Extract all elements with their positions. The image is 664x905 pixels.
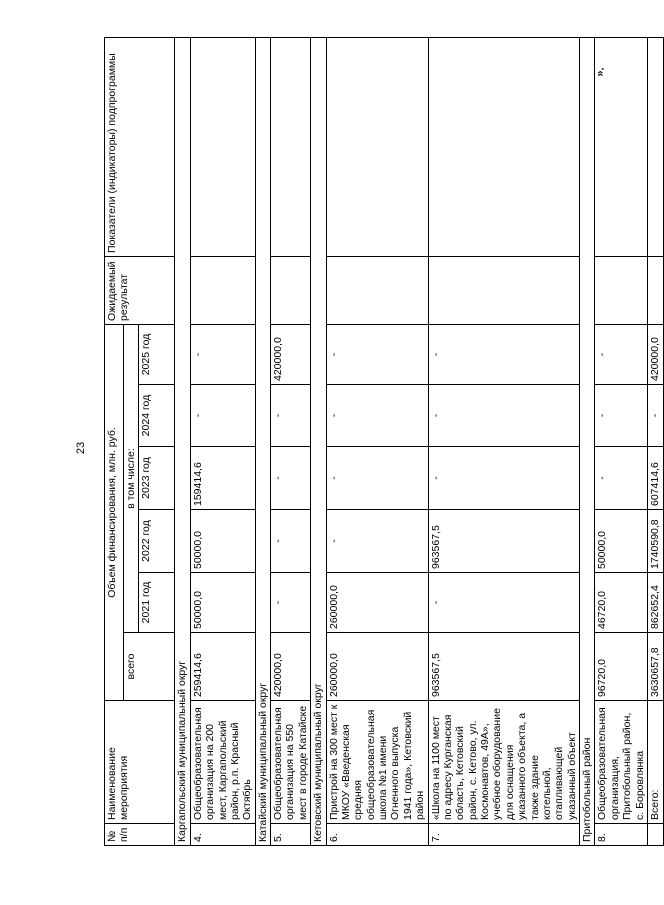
- row-indicators: [428, 37, 580, 256]
- section-title: Кетовский муниципальный округ: [311, 37, 326, 845]
- row-y2022: -: [326, 510, 428, 573]
- table-row: [428, 37, 580, 845]
- financing-table: [104, 37, 664, 846]
- row-num: 6.: [326, 824, 428, 846]
- total-label: Всего:: [647, 701, 663, 824]
- section-title: Притобольный район: [580, 37, 595, 845]
- section-row: [580, 37, 595, 845]
- row-expected-result: [595, 256, 648, 324]
- table-row: [595, 37, 648, 845]
- row-y2024: -: [271, 385, 311, 447]
- section-row: [255, 37, 270, 845]
- row-y2024: -: [190, 385, 255, 447]
- row-y2021: 46720,0: [595, 573, 648, 633]
- header-total: всего: [124, 633, 175, 701]
- row-num: 5.: [271, 824, 311, 846]
- row-expected-result: [190, 256, 255, 324]
- section-row: [175, 37, 190, 845]
- row-y2024: -: [326, 385, 428, 447]
- row-total: 260000,0: [326, 633, 428, 701]
- row-y2022: 50000,0: [190, 510, 255, 573]
- header-financing: Объем финансирования, млн. руб.: [105, 324, 124, 700]
- total-y2025: 420000,0: [647, 324, 663, 384]
- total-expected-result: [647, 256, 663, 324]
- header-year-2025: 2025 год: [139, 324, 175, 384]
- row-y2022: 50000,0: [595, 510, 648, 573]
- row-y2023: -: [428, 447, 580, 510]
- row-y2025: -: [595, 324, 648, 384]
- row-indicators: [326, 37, 428, 256]
- rotated-table-container: [104, 53, 661, 846]
- total-y2021: 862652,4: [647, 573, 663, 633]
- header-including: в том числе:: [124, 324, 139, 632]
- row-y2021: 260000,0: [326, 573, 428, 633]
- row-name: Пристрой на 300 мест к МКОУ «Введенская средняя общеобразовательная школа №1 имени Огненного выпуска 1941 года», Кетовский район: [326, 701, 428, 824]
- table-row: [190, 37, 255, 845]
- row-total: 259414,6: [190, 633, 255, 701]
- row-indicators: [271, 37, 311, 256]
- total-y2023: 607414,6: [647, 447, 663, 510]
- row-expected-result: [271, 256, 311, 324]
- row-y2025: -: [190, 324, 255, 384]
- header-row-1: [105, 37, 124, 845]
- header-year-2024: 2024 год: [139, 385, 175, 447]
- total-indicators: [647, 37, 663, 256]
- row-y2022: 963567,5: [428, 510, 580, 573]
- page-number: 23: [75, 441, 87, 455]
- row-y2021: 50000,0: [190, 573, 255, 633]
- row-expected-result: [428, 256, 580, 324]
- closing-quote-mark: ».: [594, 67, 607, 77]
- table-row: [326, 37, 428, 845]
- row-name: «Школа на 1100 мест по адресу Курганская область, Кетовский район, с. Кетово, ул. Космонавтов, 49А», учебное оборудование для оснащения указанного объекта, а также здание котельной, отапливающей указанный объект: [428, 701, 580, 824]
- section-title: Каргапольский муниципальный округ: [175, 37, 190, 845]
- row-y2023: 159414,6: [190, 447, 255, 510]
- row-num: 4.: [190, 824, 255, 846]
- header-year-2023: 2023 год: [139, 447, 175, 510]
- row-num: 8.: [595, 824, 648, 846]
- total-sum: 3630657,8: [647, 633, 663, 701]
- header-expected-result: Ожидаемый результат: [105, 256, 175, 324]
- row-y2025: -: [428, 324, 580, 384]
- section-row: [311, 37, 326, 845]
- row-name: Общеобразовательная организация на 550 мест в городе Катайске: [271, 701, 311, 824]
- row-total: 963567,5: [428, 633, 580, 701]
- row-y2025: 420000,0: [271, 324, 311, 384]
- row-y2025: -: [326, 324, 428, 384]
- row-total: 96720,0: [595, 633, 648, 701]
- total-y2022: 1740590,8: [647, 510, 663, 573]
- row-y2023: -: [326, 447, 428, 510]
- row-indicators: [190, 37, 255, 256]
- total-num: [647, 824, 663, 846]
- row-y2024: -: [595, 385, 648, 447]
- row-total: 420000,0: [271, 633, 311, 701]
- section-title: Катайский муниципальный округ: [255, 37, 270, 845]
- header-year-2021: 2021 год: [139, 573, 175, 633]
- header-year-2022: 2022 год: [139, 510, 175, 573]
- header-num: № п/п: [105, 824, 175, 846]
- row-y2022: -: [271, 510, 311, 573]
- row-y2023: -: [595, 447, 648, 510]
- row-num: 7.: [428, 824, 580, 846]
- total-y2024: -: [647, 385, 663, 447]
- header-name: Наименование мероприятия: [105, 701, 175, 824]
- row-expected-result: [326, 256, 428, 324]
- row-indicators: [595, 37, 648, 256]
- row-name: Общеобразовательная организация на 200 мест, Каргапольский район, р.п. Красный Октябрь: [190, 701, 255, 824]
- row-name: Общеобразовательная организация, Притобольный район, с. Боровлянка: [595, 701, 648, 824]
- row-y2023: -: [271, 447, 311, 510]
- row-y2021: -: [271, 573, 311, 633]
- row-y2024: -: [428, 385, 580, 447]
- row-y2021: -: [428, 573, 580, 633]
- header-indicators: Показатели (индикаторы) подпрограммы: [105, 37, 175, 256]
- total-row: [647, 37, 663, 845]
- table-row: [271, 37, 311, 845]
